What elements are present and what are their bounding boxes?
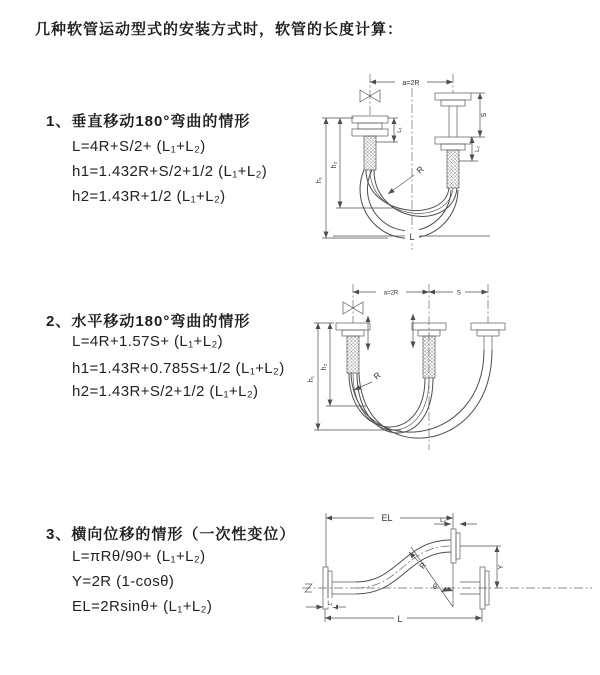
braid-section [423, 336, 435, 378]
dim-s [429, 287, 488, 297]
dim-l1 [306, 598, 346, 607]
dim-label-r: R [371, 369, 383, 382]
dim-label-r: R [417, 560, 429, 571]
flange [336, 323, 370, 330]
section-3-heading: 3、横向位移的情形（一次性变位） [46, 526, 296, 543]
dim-label-h1: h₁ [308, 375, 315, 383]
dim-label-l1: L₁ [397, 127, 403, 133]
flange-neck [477, 330, 499, 336]
angle-arc [441, 590, 453, 592]
hose-wall [357, 373, 433, 433]
dim-label-l1: L₁ [327, 601, 333, 607]
diagram-horizontal-movement-180-bend [306, 278, 596, 458]
hose-wall [356, 540, 451, 582]
flange [352, 116, 388, 123]
section-3-formula-y: Y=2R (1-cosθ) [72, 573, 175, 590]
diagram-lateral-displacement [298, 503, 598, 658]
diagram-1-svg [308, 68, 588, 263]
dim-el [326, 511, 453, 567]
leader-line [354, 382, 372, 390]
flange-plate [456, 533, 460, 559]
section-1-formula-h2: h2=1.43R+1/2 (L₁+L₂) [72, 188, 226, 205]
dim-a2r [370, 77, 453, 87]
dim-label-el: EL [381, 513, 393, 523]
radius-line [411, 547, 453, 607]
middle-fitting [412, 323, 446, 378]
braid-section [447, 150, 459, 188]
section-2-formula-h2: h2=1.43R+S/2+1/2 (L₁+L₂) [72, 383, 259, 400]
dim-label-l2: L₂ [440, 518, 446, 524]
section-3-formula-el: EL=2Rsinθ+ (L₁+L₂) [72, 598, 213, 615]
dim-label-h2: h₂ [331, 161, 338, 169]
diagram-3-svg [298, 503, 598, 658]
dim-s [471, 93, 488, 137]
diagram-2-svg [306, 278, 596, 458]
upper-fitting [451, 529, 460, 563]
dim-label-l: L [409, 232, 415, 242]
dim-h2 [331, 118, 393, 208]
flange-neck [358, 123, 382, 129]
hose-wall-extended [367, 170, 451, 231]
flange-neck [342, 330, 364, 336]
flange-neck [441, 100, 465, 106]
hose-loops [349, 350, 492, 438]
dim-label-r: R [414, 163, 426, 176]
dim-label-h2: h₂ [321, 363, 328, 371]
section-1-heading: 1、垂直移动180°弯曲的情形 [46, 113, 251, 130]
centerlines [370, 74, 453, 250]
section-1-formula-h1: h1=1.432R+S/2+1/2 (L₁+L₂) [72, 163, 268, 180]
dim-label-s: S [456, 290, 462, 297]
angle-label-theta: θ [433, 584, 437, 591]
hose-centerline [356, 546, 451, 588]
flange [435, 93, 471, 100]
flange [435, 137, 471, 144]
dim-label-a2r: a=2R [383, 290, 399, 297]
dim-l2 [434, 518, 477, 524]
dim-a2r [353, 287, 429, 297]
hose-loops [360, 170, 458, 238]
section-1-formula-l: L=4R+S/2+ (L₁+L₂) [72, 138, 206, 155]
dim-label-l: L [397, 614, 403, 624]
flange-neck [441, 144, 465, 150]
braid-section [347, 336, 359, 373]
flange [451, 529, 456, 563]
dim-l1 [376, 118, 403, 142]
page-title: 几种软管运动型式的安装方式时，软管的长度计算： [35, 21, 404, 38]
dim-label-y: Y [498, 564, 505, 570]
dim-label-s: S [481, 112, 488, 118]
dim-l-total [333, 229, 490, 242]
dim-label-h1: h₁ [316, 176, 323, 184]
leader-line [388, 175, 414, 194]
section-2-formula-h1: h1=1.43R+0.785S+1/2 (L₁+L₂) [72, 360, 285, 377]
section-2-heading: 2、水平移动180°弯曲的情形 [46, 313, 251, 330]
left-fitting [336, 323, 370, 373]
centerlines [353, 284, 488, 450]
hose-wall [374, 170, 457, 216]
braid-section [364, 136, 376, 170]
dim-l2 [459, 137, 481, 161]
right-fitting [471, 323, 505, 350]
section-2-formula-l: L=4R+1.57S+ (L₁+L₂) [72, 333, 224, 350]
flange [352, 129, 388, 136]
dim-l-total [325, 609, 482, 624]
left-fitting [352, 116, 388, 170]
dim-label-l2: L₂ [475, 146, 481, 152]
dim-label-a2r: a=2R [402, 80, 420, 87]
angle-construction [411, 547, 453, 607]
radius-callout [388, 164, 426, 194]
flange [471, 323, 505, 330]
right-fitting [435, 93, 471, 188]
diagram-vertical-movement-180-bend [308, 68, 588, 263]
fitting-length-marks [368, 314, 413, 350]
section-3-formula-l: L=πRθ/90+ (L₁+L₂) [72, 548, 206, 565]
